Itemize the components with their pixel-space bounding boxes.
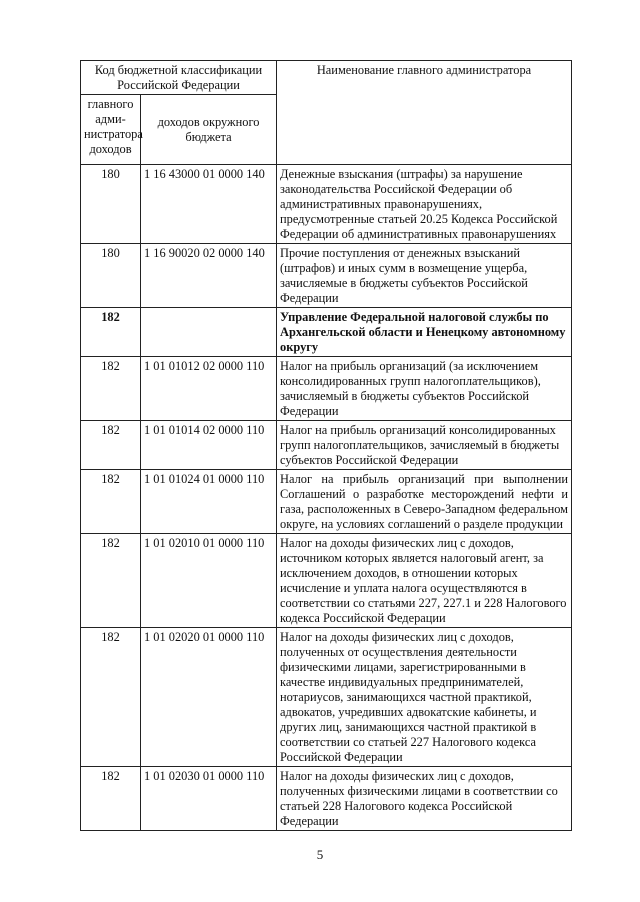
table-row: [81, 244, 572, 308]
administrator-name-cell: Налог на доходы физических лиц с доходов, полученных физическими лицами в соответствии со статьей 228 Налогового кодекса Российской Федерации: [277, 767, 572, 831]
table-row: [81, 165, 572, 244]
administrator-name-cell: Налог на прибыль организаций при выполнении Соглашений о разработке месторождений нефти и газа, расположенных в Северо-Западном федеральном округе, на условиях соглашений о разделе продукции: [277, 470, 572, 534]
admin-code-cell: 180: [81, 244, 141, 308]
administrator-name-cell: Прочие поступления от денежных взысканий (штрафов) и иных сумм в возмещение ущерба, зачисляемые в бюджеты субъектов Российской Федерации: [277, 244, 572, 308]
administrator-name-cell: Денежные взыскания (штрафы) за нарушение законодательства Российской Федерации об административных правонарушениях, предусмотренные статьей 20.25 Кодекса Российской Федерации об административных правонарушениях: [277, 165, 572, 244]
table-row: [81, 308, 572, 357]
admin-code-cell: 182: [81, 308, 141, 357]
revenue-code-cell: 1 01 01012 02 0000 110: [141, 357, 277, 421]
table-row: [81, 534, 572, 628]
administrator-name-cell: Налог на доходы физических лиц с доходов, полученных от осуществления деятельности физическими лицами, зарегистрированными в качестве индивидуальных предпринимателей, нотариусов, занимающихся частной практикой, адвокатов, учредивших адвокатские кабинеты, и других лиц, занимающихся частной практикой в соответствии со статьей 227 Налогового кодекса Российской Федерации: [277, 628, 572, 767]
revenue-code-cell: [141, 308, 277, 357]
table-body: [81, 165, 572, 831]
header-classification-code: Код бюджетной классификации Российской Федерации: [81, 61, 277, 95]
administrator-name-cell: Налог на прибыль организаций консолидированных групп налогоплательщиков, зачисляемый в бюджеты субъектов Российской Федерации: [277, 421, 572, 470]
admin-code-cell: 182: [81, 767, 141, 831]
header-district-budget-revenue: доходов окружного бюджета: [141, 95, 277, 165]
table-row: [81, 767, 572, 831]
header-administrator-name: Наименование главного администратора: [277, 61, 572, 165]
page-number: 5: [316, 847, 324, 862]
admin-code-cell: 182: [81, 421, 141, 470]
administrator-name-cell: Налог на доходы физических лиц с доходов, источником которых является налоговый агент, за исключением доходов, в отношении которых исчисление и уплата налога осуществляются в соответствии со статьями 227, 227.1 и 228 Налогового кодекса Российской Федерации: [277, 534, 572, 628]
revenue-code-cell: 1 01 01024 01 0000 110: [141, 470, 277, 534]
revenue-code-cell: 1 01 02030 01 0000 110: [141, 767, 277, 831]
table-header: [81, 61, 572, 165]
table-row: [81, 357, 572, 421]
admin-code-cell: 182: [81, 628, 141, 767]
revenue-code-cell: 1 16 90020 02 0000 140: [141, 244, 277, 308]
revenue-code-cell: 1 16 43000 01 0000 140: [141, 165, 277, 244]
admin-code-cell: 180: [81, 165, 141, 244]
administrator-name-cell: Управление Федеральной налоговой службы по Архангельской области и Ненецкому автономному округу: [277, 308, 572, 357]
admin-code-cell: 182: [81, 470, 141, 534]
administrator-name-cell: Налог на прибыль организаций (за исключением консолидированных групп налогоплательщиков), зачисляемый в бюджеты субъектов Российской Федерации: [277, 357, 572, 421]
admin-code-cell: 182: [81, 357, 141, 421]
admin-code-cell: 182: [81, 534, 141, 628]
revenue-code-cell: 1 01 02010 01 0000 110: [141, 534, 277, 628]
revenue-code-cell: 1 01 02020 01 0000 110: [141, 628, 277, 767]
header-chief-administrator: главного адми-нистратора доходов: [81, 95, 141, 165]
table-row: [81, 470, 572, 534]
budget-classification-table: [80, 60, 572, 831]
table-row: [81, 628, 572, 767]
revenue-code-cell: 1 01 01014 02 0000 110: [141, 421, 277, 470]
table-row: [81, 421, 572, 470]
